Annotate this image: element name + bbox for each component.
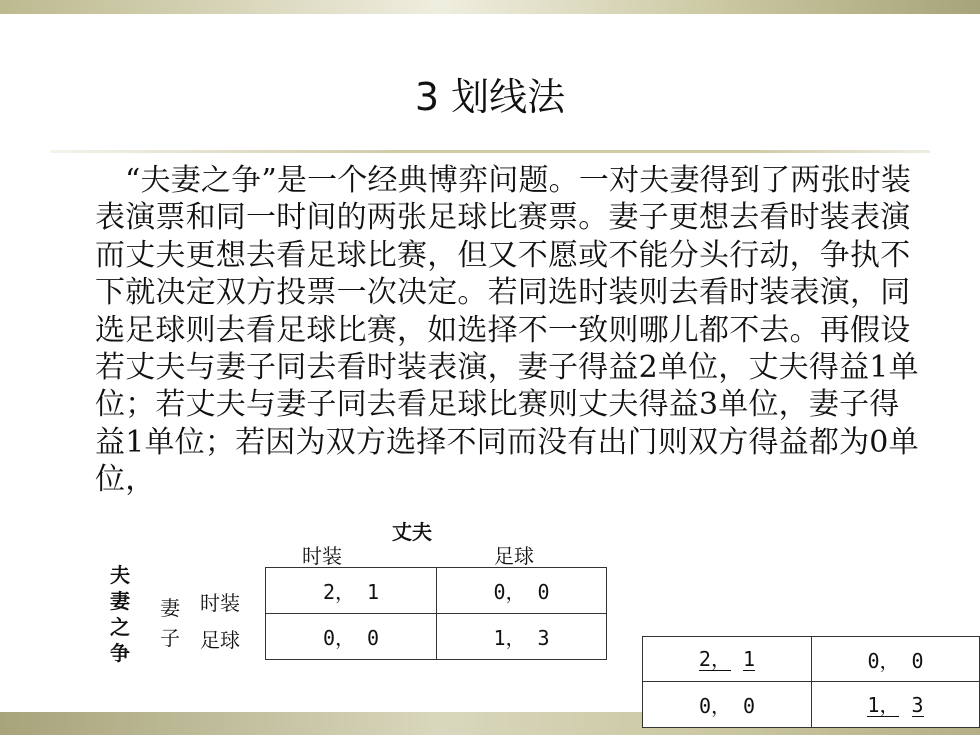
- marked-payoff-matrix: [642, 636, 980, 728]
- game-name-char: 争: [110, 641, 130, 665]
- row-player-char: 子: [160, 626, 180, 650]
- game-name-char: 妻: [110, 589, 130, 613]
- underlined-best-response: 1，: [867, 692, 900, 717]
- row-player-char: 妻: [160, 596, 180, 620]
- marked-cell: 0， 0: [643, 682, 812, 728]
- row-option-fashion: 时装: [200, 591, 240, 615]
- row-option-football: 足球: [200, 628, 240, 652]
- underlined-best-response: 1: [743, 647, 756, 671]
- marked-cell: [643, 637, 812, 682]
- title-divider: [50, 150, 930, 153]
- underlined-best-response: 3: [911, 692, 924, 717]
- column-option-football: 足球: [494, 544, 534, 568]
- payoff-cell: 0， 0: [266, 614, 437, 660]
- underlined-best-response: 2，: [698, 647, 731, 671]
- game-name-vertical: [110, 562, 132, 666]
- column-option-fashion: 时装: [302, 544, 342, 568]
- game-name-char: 夫: [110, 563, 130, 587]
- marked-cell: [812, 682, 980, 728]
- payoff-cell: 1， 3: [437, 614, 607, 660]
- payoff-cell: 2， 1: [266, 568, 437, 614]
- game-name-char: 之: [110, 615, 130, 639]
- slide-title: 3 划线法: [414, 75, 566, 119]
- payoff-cell: 0， 0: [437, 568, 607, 614]
- column-player-label: 丈夫: [392, 520, 432, 544]
- problem-paragraph: “夫妻之争”是一个经典博弈问题。一对夫妻得到了两张时装表演票和同一时间的两张足球比赛票。妻子更想去看时装表演而丈夫更想去看足球比赛，但又不愿或不能分头行动，争执不下就决定双方投票一次决定。若同选时装则去看时装表演，同选足球则去看足球比赛，如选择不一致则哪儿都不去。再假设若丈夫与妻子同去看时装表演，妻子得益2单位，丈夫得益1单位；若丈夫与妻子同去看足球比赛则丈夫得益3单位，妻子得益1单位；若因为双方选择不同而没有出门则双方得益都为0单位，: [95, 163, 919, 498]
- marked-cell: 0， 0: [812, 637, 980, 682]
- payoff-matrix: [265, 567, 607, 660]
- top-decor-bar: [0, 0, 980, 14]
